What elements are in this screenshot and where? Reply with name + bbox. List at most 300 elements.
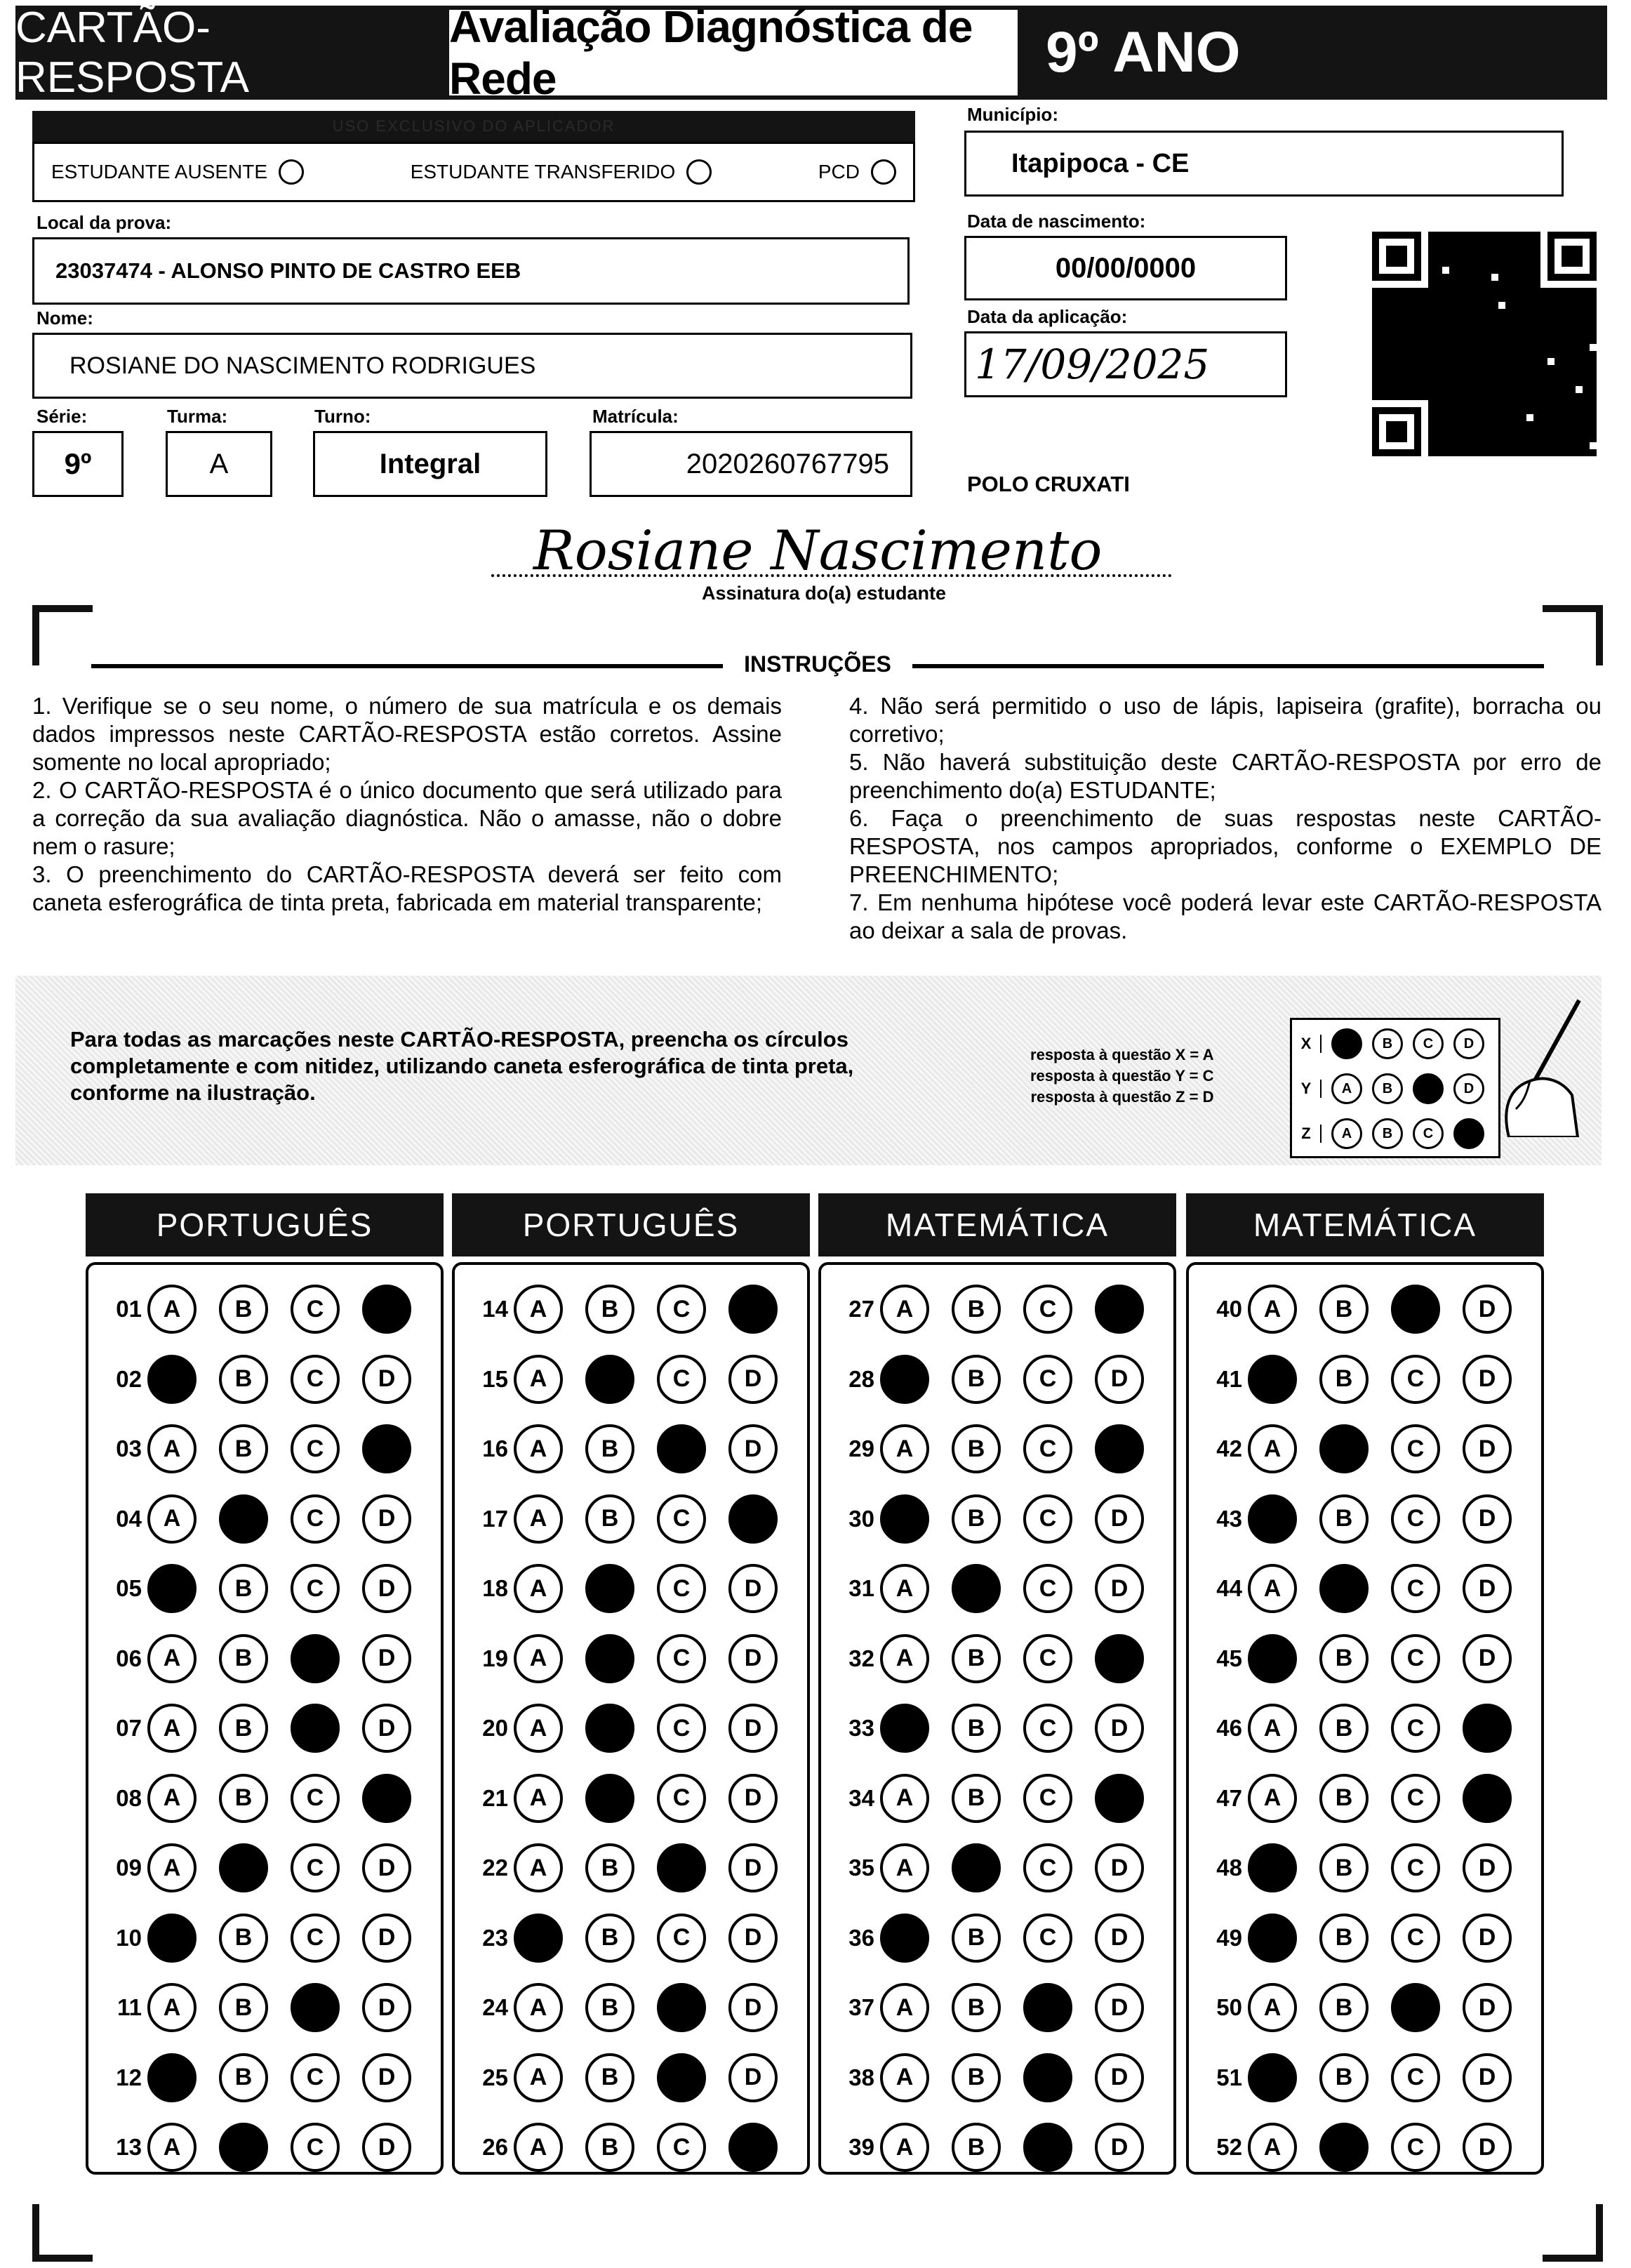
answer-bubble[interactable]: C [1391, 1774, 1440, 1823]
answer-bubble-filled[interactable] [1463, 1774, 1512, 1823]
answer-bubble-filled[interactable] [585, 1634, 634, 1683]
answer-bubble[interactable]: D [728, 1355, 778, 1404]
instruction-item: 3. O preenchimento do CARTÃO-RESPOSTA deverá ser feito com caneta esferográfica de tinta preta, fabricada em material transparente; [32, 861, 782, 915]
answer-column [452, 1262, 810, 2175]
answer-bubble[interactable]: B [219, 1355, 268, 1404]
answer-bubble[interactable]: B [1319, 1843, 1369, 1892]
answer-bubble[interactable]: C [1391, 2123, 1440, 2172]
answer-bubble[interactable]: D [1463, 2123, 1512, 2172]
answer-bubble[interactable]: A [514, 2053, 563, 2102]
answer-bubble-filled[interactable] [219, 1843, 268, 1892]
answer-bubble-filled[interactable] [585, 1704, 634, 1753]
answer-bubble[interactable]: B [585, 2053, 634, 2102]
polo-label: POLO CRUXATI [967, 472, 1130, 496]
answer-bubble[interactable]: D [1095, 1914, 1144, 1963]
question-number: 51 [1216, 2064, 1242, 2090]
answer-bubble[interactable]: D [1095, 1355, 1144, 1404]
answer-bubble-filled[interactable] [1248, 2053, 1297, 2102]
question-row [101, 1914, 434, 1963]
question-number: 49 [1216, 1924, 1242, 1951]
answer-bubble[interactable]: A [147, 2123, 197, 2172]
corner-top-right-v [1596, 605, 1603, 665]
answer-bubble[interactable]: C [291, 1564, 340, 1613]
answer-bubble-filled[interactable] [657, 1983, 706, 2032]
answer-bubble[interactable]: A [880, 1285, 929, 1334]
answer-bubble[interactable]: B [219, 2053, 268, 2102]
question-number: 44 [1216, 1575, 1242, 1601]
answer-column [1186, 1262, 1544, 2175]
instruction-item: 2. O CARTÃO-RESPOSTA é o único documento que será utilizado para a correção da sua avaliação diagnóstica. Não o amasse, não o dobre nem o rasure; [32, 777, 782, 859]
question-number: 06 [116, 1645, 142, 1671]
answer-bubble-filled[interactable] [291, 1704, 340, 1753]
answer-bubble[interactable]: D [1463, 1355, 1512, 1404]
instructions-rule-right [912, 664, 1544, 668]
answer-bubble[interactable]: A [514, 1424, 563, 1473]
answer-bubble-filled[interactable] [1248, 1634, 1297, 1683]
answer-bubble[interactable]: B [1319, 1983, 1369, 2032]
answer-bubble[interactable]: D [362, 1843, 411, 1892]
question-row [467, 1564, 800, 1613]
answer-bubble[interactable]: B [219, 1285, 268, 1334]
answer-bubble[interactable]: D [1095, 1494, 1144, 1544]
example-row [1292, 1113, 1484, 1155]
answer-bubble-filled[interactable] [1095, 1285, 1144, 1334]
answer-bubble[interactable]: B [585, 1843, 634, 1892]
answer-bubble[interactable]: C [657, 1494, 706, 1544]
example-bubble: A [1331, 1028, 1362, 1059]
answer-bubble[interactable]: C [291, 1494, 340, 1544]
answer-bubble[interactable]: B [952, 1983, 1001, 2032]
answer-bubble[interactable]: C [1391, 1914, 1440, 1963]
answer-bubble[interactable]: A [147, 1704, 197, 1753]
answer-bubble-filled[interactable] [1095, 1774, 1144, 1823]
answer-bubble[interactable]: D [728, 1704, 778, 1753]
question-row [1201, 1564, 1534, 1613]
question-row [834, 2053, 1166, 2102]
answer-bubble[interactable]: B [1319, 2053, 1369, 2102]
answer-bubble[interactable]: D [362, 1983, 411, 2032]
answer-bubble[interactable]: A [1248, 1983, 1297, 2032]
answer-bubble[interactable]: B [1319, 1355, 1369, 1404]
answer-bubble[interactable]: C [657, 2123, 706, 2172]
answer-bubble[interactable]: B [1319, 1774, 1369, 1823]
nascimento-label: Data de nascimento: [967, 211, 1146, 232]
question-row [834, 1983, 1166, 2032]
answer-bubble[interactable]: B [585, 1914, 634, 1963]
answer-bubble[interactable]: D [362, 2053, 411, 2102]
example-grid [1290, 1018, 1500, 1158]
answer-bubble-filled[interactable] [1463, 1704, 1512, 1753]
answer-bubble-filled[interactable] [1248, 1355, 1297, 1404]
answer-bubble[interactable]: C [657, 1285, 706, 1334]
example-bubble: D [1453, 1028, 1484, 1059]
question-number: 32 [848, 1645, 874, 1671]
local-label: Local da prova: [36, 212, 172, 233]
answer-bubble[interactable]: D [362, 1564, 411, 1613]
question-row [467, 1634, 800, 1683]
answer-bubble[interactable]: C [1391, 2053, 1440, 2102]
answer-bubble-filled[interactable] [585, 1564, 634, 1613]
answer-bubble[interactable]: D [362, 1914, 411, 1963]
answer-bubble[interactable]: D [1463, 1634, 1512, 1683]
answer-bubble-filled[interactable] [880, 1704, 929, 1753]
answer-bubble[interactable]: A [880, 2053, 929, 2102]
answer-bubble-filled[interactable] [728, 2123, 778, 2172]
answer-bubble-filled[interactable] [1319, 1564, 1369, 1613]
answer-bubble[interactable]: D [728, 1634, 778, 1683]
answer-bubble[interactable]: C [1023, 1564, 1072, 1613]
answer-bubble-filled[interactable] [1095, 1634, 1144, 1683]
answer-bubble[interactable]: A [514, 1704, 563, 1753]
answer-bubble[interactable]: A [514, 1983, 563, 2032]
answer-bubble[interactable]: A [514, 1843, 563, 1892]
serie-value: 9º [64, 447, 92, 480]
answer-bubble[interactable]: C [291, 1774, 340, 1823]
form-title: CARTÃO-RESPOSTA [15, 4, 250, 102]
answer-bubble-filled[interactable] [728, 1285, 778, 1334]
question-row [834, 1494, 1166, 1544]
answer-bubble[interactable]: B [1319, 1634, 1369, 1683]
answer-bubble-filled[interactable] [291, 1634, 340, 1683]
answer-bubble[interactable]: B [952, 2123, 1001, 2172]
example-bubble: A [1331, 1073, 1362, 1104]
hand-pen-icon [1495, 997, 1586, 1137]
question-row [1201, 2053, 1534, 2102]
answer-bubble[interactable]: C [657, 1564, 706, 1613]
answer-bubble-filled[interactable] [1023, 2123, 1072, 2172]
answer-bubble-filled[interactable] [147, 2053, 197, 2102]
answer-bubble-filled[interactable] [585, 1355, 634, 1404]
status-options [32, 142, 915, 202]
answer-bubble-filled[interactable] [1023, 1983, 1072, 2032]
example-bubble: B [1372, 1118, 1403, 1149]
name-value: ROSIANE DO NASCIMENTO RODRIGUES [69, 352, 536, 379]
question-row [1201, 1774, 1534, 1823]
example-bubble: D [1453, 1073, 1484, 1104]
question-row [467, 2123, 800, 2172]
answer-bubble[interactable]: C [1391, 1704, 1440, 1753]
answer-bubble[interactable]: C [291, 2053, 340, 2102]
question-number: 15 [482, 1365, 508, 1392]
transferred-bubble[interactable] [686, 159, 712, 185]
question-number: 47 [1216, 1784, 1242, 1811]
answer-bubble[interactable]: B [1319, 1494, 1369, 1544]
answer-bubble[interactable]: B [952, 1494, 1001, 1544]
answer-bubble[interactable]: A [1248, 1564, 1297, 1613]
answer-bubble[interactable]: B [219, 1704, 268, 1753]
answer-bubble-filled[interactable] [362, 1285, 411, 1334]
answer-bubble[interactable]: D [728, 1774, 778, 1823]
question-number: 11 [117, 1994, 142, 2020]
answer-bubble[interactable]: D [1463, 1983, 1512, 2032]
question-row [467, 1355, 800, 1404]
answer-bubble[interactable]: D [362, 1494, 411, 1544]
answer-bubble[interactable]: D [1463, 1424, 1512, 1473]
answer-bubble-filled[interactable] [362, 1774, 411, 1823]
question-row [1201, 1843, 1534, 1892]
answer-bubble[interactable]: C [657, 1774, 706, 1823]
example-bubble: D [1453, 1118, 1484, 1149]
answer-bubble-filled[interactable] [1391, 1285, 1440, 1334]
answer-bubble-filled[interactable] [1391, 1983, 1440, 2032]
answer-bubble[interactable]: A [1248, 1774, 1297, 1823]
answer-bubble[interactable]: C [657, 1634, 706, 1683]
answer-bubble[interactable]: D [728, 1424, 778, 1473]
answer-bubble[interactable]: D [1095, 1564, 1144, 1613]
answer-bubble-filled[interactable] [880, 1494, 929, 1544]
answer-bubble[interactable]: D [1463, 2053, 1512, 2102]
answer-bubble[interactable]: D [1095, 1983, 1144, 2032]
subject-header: MATEMÁTICA [818, 1193, 1176, 1256]
absent-bubble[interactable] [279, 159, 304, 185]
answer-bubble-filled[interactable] [1319, 1424, 1369, 1473]
answer-bubble[interactable]: B [1319, 1704, 1369, 1753]
answer-bubble[interactable]: A [514, 1285, 563, 1334]
answer-bubble[interactable]: A [147, 1774, 197, 1823]
answer-bubble-filled[interactable] [147, 1914, 197, 1963]
question-row [467, 2053, 800, 2102]
aplicacao-field [964, 331, 1287, 397]
answer-bubble[interactable]: C [1023, 1634, 1072, 1683]
answer-bubble[interactable]: A [147, 1983, 197, 2032]
answer-bubble[interactable]: D [1463, 1494, 1512, 1544]
answer-bubble[interactable]: C [1023, 1494, 1072, 1544]
absent-option[interactable] [51, 159, 304, 185]
corner-bottom-right-v [1596, 2204, 1603, 2262]
answer-bubble[interactable]: B [952, 1285, 1001, 1334]
municipio-value: Itapipoca - CE [1011, 148, 1190, 178]
answer-bubble[interactable]: D [728, 2053, 778, 2102]
answer-bubble[interactable]: B [219, 1424, 268, 1473]
answer-bubble[interactable]: B [585, 2123, 634, 2172]
answer-bubble-filled[interactable] [657, 1424, 706, 1473]
answer-bubble-filled[interactable] [880, 1914, 929, 1963]
answer-bubble-filled[interactable] [1095, 1424, 1144, 1473]
question-number: 05 [116, 1575, 142, 1601]
question-row [834, 1704, 1166, 1753]
answer-bubble[interactable]: A [147, 1634, 197, 1683]
answer-bubble[interactable]: C [291, 1285, 340, 1334]
answer-bubble[interactable]: A [880, 1983, 929, 2032]
answer-bubble[interactable]: D [1095, 2053, 1144, 2102]
corner-top-right [1543, 605, 1603, 612]
answer-bubble[interactable]: C [1023, 1914, 1072, 1963]
answer-bubble[interactable]: C [1023, 1774, 1072, 1823]
answer-bubble[interactable]: C [1391, 1424, 1440, 1473]
answer-bubble[interactable]: A [147, 1843, 197, 1892]
answer-bubble-filled[interactable] [1319, 2123, 1369, 2172]
answer-bubble[interactable]: B [585, 1285, 634, 1334]
answer-bubble[interactable]: C [291, 1914, 340, 1963]
answer-column [818, 1262, 1176, 2175]
answer-bubble[interactable]: B [219, 1983, 268, 2032]
answer-bubble-filled[interactable] [1248, 1843, 1297, 1892]
answer-bubble[interactable]: C [657, 1914, 706, 1963]
answer-bubble[interactable]: C [291, 1355, 340, 1404]
answer-bubble[interactable]: D [1463, 1285, 1512, 1334]
pcd-option[interactable] [818, 159, 896, 185]
name-field [32, 333, 912, 399]
answer-bubble[interactable]: A [1248, 1424, 1297, 1473]
answer-bubble[interactable]: D [728, 1983, 778, 2032]
answer-bubble[interactable]: C [1023, 1843, 1072, 1892]
answer-bubble[interactable]: B [585, 1424, 634, 1473]
answer-bubble[interactable]: B [952, 1704, 1001, 1753]
question-number: 23 [482, 1924, 508, 1951]
question-row [1201, 1914, 1534, 1963]
question-row [834, 1355, 1166, 1404]
answer-bubble-filled[interactable] [585, 1774, 634, 1823]
question-number: 19 [482, 1645, 508, 1671]
pcd-bubble[interactable] [871, 159, 896, 185]
answer-bubble[interactable]: A [880, 1634, 929, 1683]
answer-bubble[interactable]: C [657, 1355, 706, 1404]
transferred-label: ESTUDANTE TRANSFERIDO [410, 161, 676, 183]
answer-bubble-filled[interactable] [291, 1983, 340, 2032]
answer-bubble[interactable]: D [1463, 1843, 1512, 1892]
answer-bubble[interactable]: C [1023, 1424, 1072, 1473]
answer-bubble[interactable]: D [362, 2123, 411, 2172]
answer-bubble[interactable]: A [514, 1494, 563, 1544]
example-question: Z [1292, 1125, 1322, 1143]
answer-bubble[interactable]: C [1391, 1843, 1440, 1892]
answer-bubble[interactable]: D [728, 1564, 778, 1613]
answer-bubble[interactable]: A [147, 1424, 197, 1473]
answer-bubble-filled[interactable] [880, 1355, 929, 1404]
example-legend-item: resposta à questão Y = C [1030, 1067, 1214, 1085]
example-row [1292, 1068, 1484, 1110]
answer-bubble[interactable]: A [1248, 2123, 1297, 2172]
answer-bubble[interactable]: D [1463, 1914, 1512, 1963]
answer-bubble[interactable]: B [1319, 1285, 1369, 1334]
answer-bubble[interactable]: A [880, 1564, 929, 1613]
answer-bubble-filled[interactable] [952, 1564, 1001, 1613]
answer-bubble[interactable]: A [880, 1774, 929, 1823]
answer-bubble-filled[interactable] [1248, 1494, 1297, 1544]
answer-bubble[interactable]: D [1095, 1704, 1144, 1753]
answer-bubble[interactable]: B [585, 1983, 634, 2032]
answer-bubble[interactable]: B [219, 1634, 268, 1683]
answer-bubble[interactable]: B [585, 1494, 634, 1544]
assessment-title: Avaliação Diagnóstica de Rede [449, 10, 1018, 95]
example-bubble: C [1413, 1073, 1444, 1104]
answer-bubble-filled[interactable] [1023, 2053, 1072, 2102]
answer-bubble[interactable]: A [1248, 1704, 1297, 1753]
answer-bubble[interactable]: B [219, 1914, 268, 1963]
matricula-field [590, 431, 912, 497]
answer-bubble-filled[interactable] [362, 1424, 411, 1473]
answer-bubble[interactable]: C [291, 1843, 340, 1892]
question-number: 46 [1216, 1715, 1242, 1741]
answer-bubble[interactable]: D [728, 1914, 778, 1963]
qr-code [1372, 232, 1597, 456]
instruction-item: 4. Não será permitido o uso de lápis, lapiseira (grafite), borracha ou corretivo; [849, 693, 1602, 747]
answer-bubble[interactable]: D [362, 1355, 411, 1404]
answer-bubble[interactable]: B [952, 1424, 1001, 1473]
question-number: 03 [116, 1435, 142, 1461]
answer-bubble-filled[interactable] [219, 1494, 268, 1544]
question-number: 52 [1216, 2134, 1242, 2160]
answer-bubble-filled[interactable] [219, 2123, 268, 2172]
answer-bubble[interactable]: D [362, 1634, 411, 1683]
question-row [467, 1704, 800, 1753]
answer-bubble[interactable]: B [952, 1355, 1001, 1404]
turno-field [313, 431, 547, 497]
answer-bubble[interactable]: B [952, 2053, 1001, 2102]
answer-bubble[interactable]: C [657, 1704, 706, 1753]
corner-top-left-v [32, 605, 39, 665]
answer-bubble-filled[interactable] [514, 1914, 563, 1963]
question-row [101, 1634, 434, 1683]
answer-bubble[interactable]: A [880, 1424, 929, 1473]
answer-bubble[interactable]: A [147, 1494, 197, 1544]
answer-bubble[interactable]: C [1391, 1355, 1440, 1404]
answer-bubble-filled[interactable] [952, 1843, 1001, 1892]
answer-bubble[interactable]: A [514, 1634, 563, 1683]
answer-bubble-filled[interactable] [147, 1355, 197, 1404]
answer-bubble[interactable]: A [514, 2123, 563, 2172]
answer-bubble[interactable]: B [219, 1564, 268, 1613]
answer-bubble[interactable]: C [1023, 1285, 1072, 1334]
answer-column [86, 1262, 444, 2175]
answer-bubble[interactable]: A [514, 1774, 563, 1823]
answer-bubble[interactable]: C [1391, 1634, 1440, 1683]
question-row [101, 2123, 434, 2172]
answer-bubble[interactable]: C [1023, 1355, 1072, 1404]
answer-bubble[interactable]: D [728, 1843, 778, 1892]
answer-bubble[interactable]: D [1095, 1843, 1144, 1892]
answer-bubble[interactable]: D [1095, 2123, 1144, 2172]
example-legend-item: resposta à questão Z = D [1030, 1088, 1214, 1106]
question-row [101, 1774, 434, 1823]
question-row [467, 1914, 800, 1963]
corner-bottom-left [32, 2255, 93, 2262]
answer-bubble[interactable]: D [362, 1704, 411, 1753]
answer-bubble[interactable]: C [1391, 1494, 1440, 1544]
answer-bubble[interactable]: A [1248, 1285, 1297, 1334]
answer-bubble[interactable]: A [880, 1843, 929, 1892]
answer-bubble-filled[interactable] [147, 1564, 197, 1613]
answer-bubble[interactable]: A [147, 1285, 197, 1334]
question-number: 20 [482, 1715, 508, 1741]
answer-bubble[interactable]: B [952, 1774, 1001, 1823]
answer-bubble[interactable]: B [952, 1634, 1001, 1683]
turno-label: Turno: [314, 406, 371, 427]
answer-bubble[interactable]: C [1023, 1704, 1072, 1753]
instructions-title: INSTRUÇÕES [744, 651, 891, 677]
answer-bubble[interactable]: C [1391, 1564, 1440, 1613]
answer-bubble[interactable]: B [952, 1914, 1001, 1963]
answer-bubble-filled[interactable] [1248, 1914, 1297, 1963]
answer-bubble[interactable]: A [514, 1564, 563, 1613]
answer-bubble[interactable]: C [291, 1424, 340, 1473]
question-row [467, 1983, 800, 2032]
question-number: 09 [116, 1855, 142, 1881]
answer-bubble-filled[interactable] [657, 2053, 706, 2102]
question-number: 34 [848, 1784, 874, 1811]
transferred-option[interactable] [411, 159, 712, 185]
question-row [1201, 1285, 1534, 1334]
answer-bubble[interactable]: B [219, 1774, 268, 1823]
answer-bubble[interactable]: D [1463, 1564, 1512, 1613]
answer-bubble-filled[interactable] [657, 1843, 706, 1892]
answer-bubble[interactable]: A [880, 2123, 929, 2172]
answer-bubble[interactable]: B [1319, 1914, 1369, 1963]
answer-bubble[interactable]: C [291, 2123, 340, 2172]
answer-bubble-filled[interactable] [728, 1494, 778, 1544]
question-row [834, 1564, 1166, 1613]
answer-bubble[interactable]: A [514, 1355, 563, 1404]
